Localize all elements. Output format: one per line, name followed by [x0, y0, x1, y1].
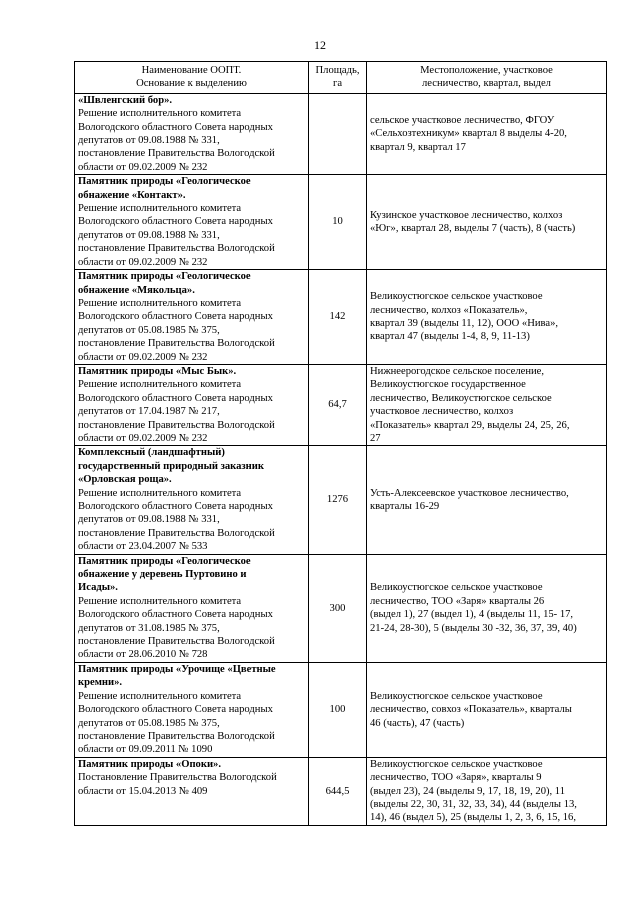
- oopt-title-line: обнажение «Контакт».: [78, 189, 186, 201]
- oopt-basis-line: области от 09.02.2009 № 232: [78, 161, 208, 173]
- oopt-name-cell: [75, 364, 309, 445]
- header-location: [367, 62, 607, 94]
- oopt-location-line: лесничество, колхоз «Показатель»,: [370, 304, 528, 316]
- oopt-area-cell: 142: [309, 270, 367, 365]
- oopt-location-cell: [367, 757, 607, 825]
- table-row: [75, 364, 607, 445]
- oopt-basis-line: Вологодского областного Совета народных: [78, 216, 273, 228]
- oopt-basis-line: Постановление Правительства Вологодской: [78, 772, 277, 784]
- oopt-basis-line: Решение исполнительного комитета: [78, 595, 242, 607]
- oopt-basis-line: депутатов от 31.08.1985 № 375,: [78, 622, 220, 634]
- oopt-location-line: Усть-Алексеевское участковое лесничество,: [370, 487, 569, 499]
- oopt-location-line: лесничество, ТОО «Заря» кварталы 26: [370, 595, 545, 607]
- oopt-location-line: 46 (часть), 47 (часть): [370, 717, 465, 729]
- oopt-location-line: квартал 47 (выделы 1-4, 8, 9, 11-13): [370, 331, 530, 343]
- oopt-location-line: сельское участковое лесничество, ФГОУ: [370, 114, 555, 126]
- oopt-location-line: квартал 9, квартал 17: [370, 141, 466, 153]
- oopt-basis-line: Решение исполнительного комитета: [78, 297, 242, 309]
- oopt-basis-line: Вологодского областного Совета народных: [78, 121, 273, 133]
- oopt-location-line: «Юг», квартал 28, выделы 7 (часть), 8 (часть): [370, 223, 576, 235]
- oopt-location-line: лесничество, Великоустюгское сельское: [370, 392, 552, 404]
- header-text-line: Основание к выделению: [136, 78, 247, 90]
- oopt-location-line: кварталы 16-29: [370, 501, 440, 512]
- oopt-basis-line: постановление Правительства Вологодской: [78, 419, 275, 431]
- oopt-name-cell: [75, 93, 309, 174]
- oopt-basis-line: Решение исполнительного комитета: [78, 487, 242, 499]
- oopt-basis-line: области от 09.02.2009 № 232: [78, 432, 208, 444]
- oopt-location-cell: [367, 270, 607, 365]
- oopt-location-line: Великоустюгское сельское участковое: [370, 291, 543, 303]
- oopt-location-line: Великоустюгское государственное: [370, 379, 526, 391]
- oopt-location-line: (выдел 1), 27 (выдел 1), 4 (выделы 11, 15- 17,: [370, 609, 574, 621]
- oopt-basis-line: депутатов от 09.08.1988 № 331,: [78, 514, 220, 526]
- oopt-basis-line: области от 09.09.2011 № 1090: [78, 744, 213, 756]
- oopt-location-line: 14), 46 (выдел 5), 25 (выделы 1, 2, 3, 6, 15, 16,: [370, 812, 576, 824]
- header-text-line: га: [332, 78, 343, 90]
- oopt-basis-line: Вологодского областного Совета народных: [78, 311, 273, 323]
- table-row: [75, 446, 607, 554]
- oopt-title-line: Памятник природы «Геологическое: [78, 271, 251, 283]
- header-text-line: лесничество, квартал, выдел: [422, 78, 551, 90]
- oopt-location-cell: [367, 93, 607, 174]
- table-row: [75, 554, 607, 662]
- oopt-location-line: «Сельхозтехникум» квартал 8 выделы 4-20,: [370, 128, 567, 140]
- oopt-title-line: обнажение у деревень Пуртовино и: [78, 569, 247, 581]
- oopt-name-cell: [75, 175, 309, 270]
- header-text-line: Наименование ООПТ.: [141, 65, 242, 76]
- oopt-title-line: Памятник природы «Геологическое: [78, 555, 251, 567]
- oopt-location-line: лесничество, совхоз «Показатель», кварталы: [370, 704, 572, 716]
- oopt-basis-line: депутатов от 17.04.1987 № 217,: [78, 406, 220, 418]
- oopt-basis-line: постановление Правительства Вологодской: [78, 527, 275, 539]
- header-name: [75, 62, 309, 94]
- header-text-line: Площадь,: [315, 65, 360, 76]
- oopt-area-cell: 1276: [309, 446, 367, 554]
- oopt-location-cell: [367, 364, 607, 445]
- oopt-basis-line: Решение исполнительного комитета: [78, 379, 242, 391]
- oopt-name-cell: [75, 554, 309, 662]
- oopt-area-cell: 100: [309, 662, 367, 757]
- oopt-area-cell: 64,7: [309, 364, 367, 445]
- oopt-basis-line: области от 23.04.2007 № 533: [78, 541, 208, 553]
- oopt-basis-line: постановление Правительства Вологодской: [78, 636, 275, 648]
- oopt-title-line: Памятник природы «Геологическое: [78, 176, 251, 188]
- oopt-title-line: государственный природный заказник: [78, 460, 264, 472]
- oopt-basis-line: Решение исполнительного комитета: [78, 108, 242, 120]
- oopt-name-cell: [75, 662, 309, 757]
- oopt-area-cell: [309, 93, 367, 174]
- oopt-basis-line: постановление Правительства Вологодской: [78, 243, 275, 255]
- header-area: [309, 62, 367, 94]
- oopt-location-line: 27: [370, 432, 381, 444]
- oopt-title-line: кремни».: [78, 677, 123, 689]
- oopt-location-line: (выделы 22, 30, 31, 32, 33, 34), 44 (выделы 13,: [370, 798, 577, 810]
- oopt-title-line: Памятник природы «Урочище «Цветные: [78, 663, 276, 675]
- oopt-title-line: Исады».: [78, 582, 118, 594]
- oopt-basis-line: Решение исполнительного комитета: [78, 690, 242, 702]
- oopt-area-cell: 300: [309, 554, 367, 662]
- oopt-basis-line: депутатов от 05.08.1985 № 375,: [78, 717, 220, 729]
- oopt-basis-line: депутатов от 09.08.1988 № 331,: [78, 229, 220, 241]
- oopt-location-line: Великоустюгское сельское участковое: [370, 582, 543, 594]
- oopt-basis-line: Вологодского областного Совета народных: [78, 501, 273, 512]
- oopt-area-cell: 644,5: [309, 757, 367, 825]
- oopt-title-line: Памятник природы «Опоки».: [78, 758, 221, 770]
- oopt-area-cell: 10: [309, 175, 367, 270]
- oopt-location-line: Кузинское участковое лесничество, колхоз: [370, 209, 563, 221]
- oopt-location-cell: [367, 446, 607, 554]
- table-row: [75, 270, 607, 365]
- table-row: [75, 93, 607, 174]
- oopt-title-line: Памятник природы «Мыс Бык».: [78, 365, 237, 377]
- oopt-basis-line: постановление Правительства Вологодской: [78, 338, 275, 350]
- oopt-location-line: Нижнеерогодское сельское поселение,: [370, 365, 545, 377]
- oopt-basis-line: области от 28.06.2010 № 728: [78, 649, 208, 661]
- oopt-title-line: «Орловская роща».: [78, 474, 172, 486]
- oopt-basis-line: Вологодского областного Совета народных: [78, 609, 273, 621]
- oopt-title-line: Комплексный (ландшафтный): [78, 447, 225, 459]
- oopt-basis-line: Решение исполнительного комитета: [78, 203, 242, 215]
- oopt-basis-line: области от 09.02.2009 № 232: [78, 351, 208, 363]
- oopt-basis-line: депутатов от 05.08.1985 № 375,: [78, 324, 220, 336]
- oopt-location-cell: [367, 175, 607, 270]
- table-row: [75, 175, 607, 270]
- oopt-basis-line: Вологодского областного Совета народных: [78, 392, 273, 404]
- oopt-location-line: лесничество, ТОО «Заря», кварталы 9: [370, 772, 542, 784]
- table-row: [75, 757, 607, 825]
- oopt-location-line: участковое лесничество, колхоз: [370, 406, 514, 418]
- oopt-name-cell: [75, 757, 309, 825]
- oopt-name-cell: [75, 270, 309, 365]
- oopt-location-line: Великоустюгское сельское участковое: [370, 758, 543, 770]
- oopt-location-line: Великоустюгское сельское участковое: [370, 690, 543, 702]
- oopt-basis-line: постановление Правительства Вологодской: [78, 730, 275, 742]
- oopt-location-line: квартал 39 (выделы 11, 12), ООО «Нива»,: [370, 318, 559, 330]
- oopt-title-line: «Швленгский бор».: [78, 94, 173, 106]
- oopt-basis-line: Вологодского областного Совета народных: [78, 704, 273, 716]
- oopt-basis-line: депутатов от 09.08.1988 № 331,: [78, 135, 220, 147]
- oopt-basis-line: области от 09.02.2009 № 232: [78, 256, 208, 268]
- oopt-title-line: обнажение «Мякольца».: [78, 284, 195, 296]
- oopt-location-cell: [367, 662, 607, 757]
- oopt-basis-line: области от 15.04.2013 № 409: [78, 785, 208, 797]
- oopt-location-line: 21-24, 28-30), 5 (выделы 30 -32, 36, 37, 39, 40): [370, 622, 577, 634]
- header-text-line: Местоположение, участковое: [420, 65, 553, 76]
- table-body: [75, 93, 607, 825]
- table-row: [75, 662, 607, 757]
- oopt-location-line: «Показатель» квартал 29, выделы 24, 25, 26,: [370, 419, 570, 431]
- page-number: 12: [314, 38, 326, 52]
- protected-areas-table: [74, 61, 607, 826]
- oopt-name-cell: [75, 446, 309, 554]
- oopt-basis-line: постановление Правительства Вологодской: [78, 148, 275, 160]
- oopt-location-line: (выдел 23), 24 (выделы 9, 17, 18, 19, 20), 11: [370, 785, 566, 797]
- oopt-location-cell: [367, 554, 607, 662]
- table-header-row: [75, 62, 607, 94]
